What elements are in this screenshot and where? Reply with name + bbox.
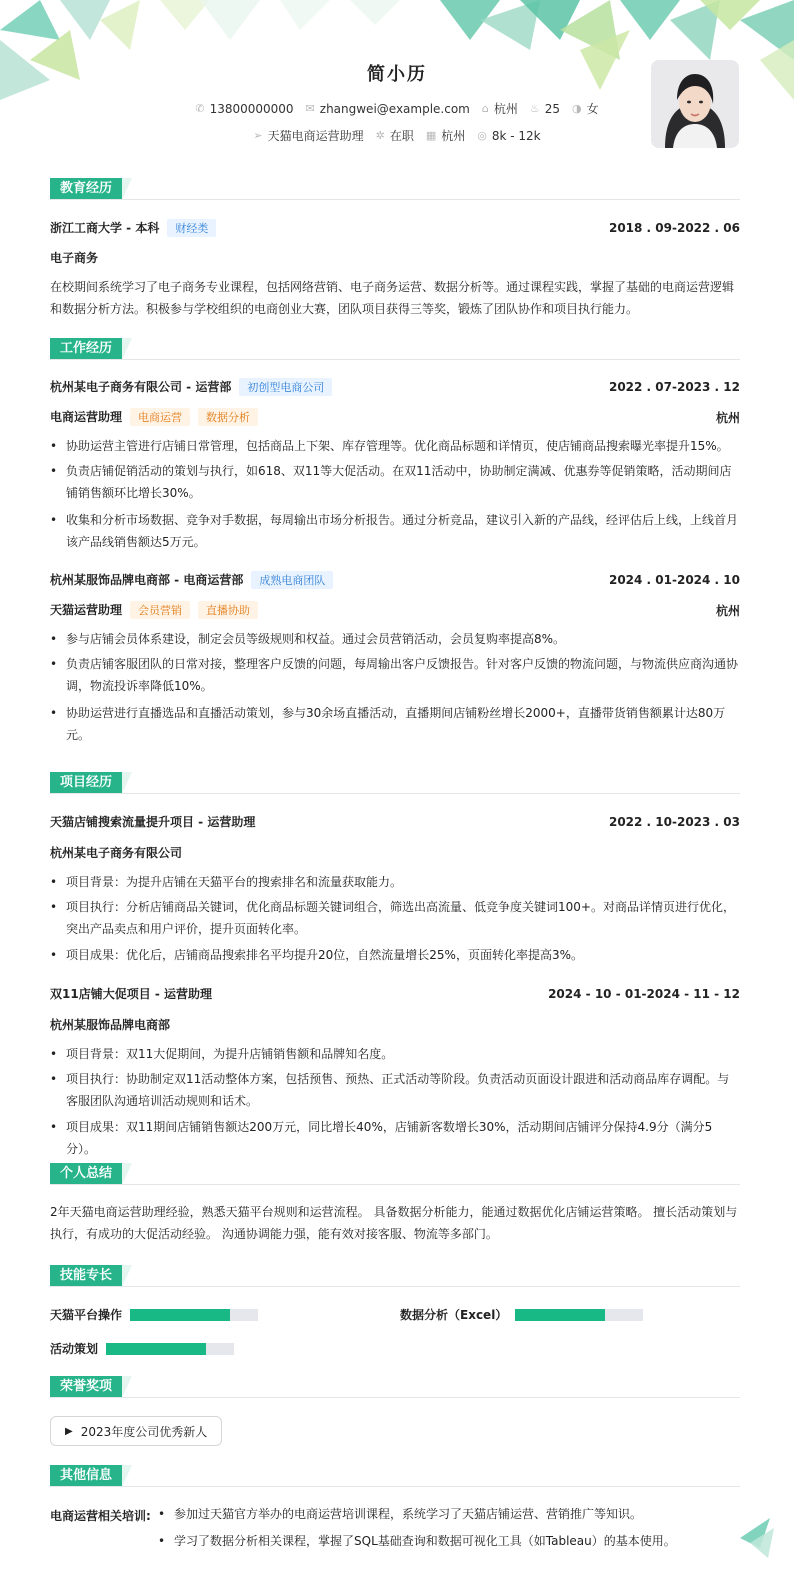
skill-name: 天猫平台操作 bbox=[50, 1308, 123, 1322]
other-bullet: • 参加过天猫官方举办的电商运营培训课程，系统学习了天猫店铺运营、营销推广等知识。 bbox=[158, 1503, 740, 1525]
award-label: 2023年度公司优秀新人 bbox=[80, 1424, 208, 1439]
work-role: 天猫运营助理 bbox=[50, 603, 123, 617]
city: 杭州 bbox=[493, 102, 518, 116]
corner-decoration bbox=[740, 1518, 774, 1558]
section-other bbox=[50, 1465, 740, 1487]
skill-bar bbox=[106, 1343, 234, 1355]
education-period: 2018 . 09-2022 . 06 bbox=[608, 221, 740, 235]
section-skills bbox=[50, 1265, 740, 1287]
work-role: 电商运营助理 bbox=[50, 410, 123, 424]
section-summary bbox=[50, 1163, 740, 1185]
project-bullet: • 项目执行：协助制定双11活动整体方案，包括预售、预热、正式活动等阶段。负责活动页面设计跟进和活动商品库存调配。与客服团队沟通培训活动规则和话术。 bbox=[50, 1068, 740, 1112]
role-tag: 直播协助 bbox=[198, 601, 258, 619]
building-icon: ▦ bbox=[425, 129, 437, 142]
project-period: 2022 . 10-2023 . 03 bbox=[608, 814, 740, 829]
education-tag: 财经类 bbox=[167, 219, 216, 237]
summary-text: 2年天猫电商运营助理经验，熟悉天猫平台规则和运营流程。 具备数据分析能力，能通过数据优化店铺运营策略。 擅长活动策划与执行，有成功的大促活动经验。 沟通协调能力强，能有效对接客服、物流等多部门。 bbox=[50, 1205, 738, 1241]
age: 25 bbox=[544, 101, 561, 116]
target-position-item bbox=[253, 127, 363, 144]
skill-bar bbox=[515, 1309, 643, 1321]
section-education bbox=[50, 178, 740, 200]
major: 电子商务 bbox=[50, 251, 99, 265]
other-label: 电商运营相关培训: bbox=[50, 1509, 151, 1523]
phone-icon: ✆ bbox=[195, 102, 205, 115]
status-item bbox=[376, 127, 414, 144]
work-city: 杭州 bbox=[715, 410, 740, 425]
section-title: 项目经历 bbox=[50, 772, 122, 794]
send-icon: ➢ bbox=[253, 129, 263, 142]
work-company: 杭州某电子商务有限公司 - 运营部 bbox=[50, 380, 232, 394]
section-title: 其他信息 bbox=[50, 1465, 122, 1487]
skill-item bbox=[400, 1306, 643, 1323]
work-bullet: • 协助运营进行直播选品和直播活动策划，参与30余场直播活动，直播期间店铺粉丝增长2000+，直播带货销售额累计达80万元。 bbox=[50, 702, 740, 746]
project-row bbox=[50, 985, 740, 1002]
work-period: 2022 . 07-2023 . 12 bbox=[608, 380, 740, 394]
education-row bbox=[50, 219, 740, 237]
gender: 女 bbox=[586, 102, 599, 116]
project-bullet: • 项目执行：分析店铺商品关键词，优化商品标题关键词组合，筛选出高流量、低竞争度关键词100+。对商品详情页进行优化，突出产品卖点和用户评价，提升页面转化率。 bbox=[50, 896, 740, 940]
role-tag: 数据分析 bbox=[198, 408, 258, 426]
gear-icon: ✲ bbox=[375, 129, 385, 142]
skill-item bbox=[50, 1306, 258, 1323]
skill-item bbox=[50, 1340, 234, 1357]
email-icon: ✉ bbox=[305, 102, 315, 115]
project-bullet: • 项目成果：双11期间店铺销售额达200万元，同比增长40%，店铺新客数增长30%，活动期间店铺评分保持4.9分（满分5分）。 bbox=[50, 1116, 740, 1160]
project-name: 天猫店铺搜索流量提升项目 - 运营助理 bbox=[50, 815, 256, 829]
work-bullet: • 参与店铺会员体系建设，制定会员等级规则和权益。通过会员营销活动，会员复购率提高8%。 bbox=[50, 628, 740, 650]
age-item bbox=[530, 102, 560, 116]
skill-name: 数据分析（Excel） bbox=[400, 1308, 508, 1322]
other-bullet: • 学习了数据分析相关课程，掌握了SQL基础查询和数据可视化工具（如Tableau）的基本使用。 bbox=[158, 1530, 740, 1552]
work-bullet: • 协助运营主管进行店铺日常管理，包括商品上下架、库存管理等。优化商品标题和详情页，使店铺商品搜索曝光率提升15%。 bbox=[50, 435, 740, 457]
project-bullet: • 项目背景：为提升店铺在天猫平台的搜索排名和流量获取能力。 bbox=[50, 871, 740, 893]
education-desc: 在校期间系统学习了电子商务专业课程，包括网络营销、电子商务运营、数据分析等。通过课程实践，掌握了基础的电商运营逻辑和数据分析方法。积极参与学校组织的电商创业大赛，团队项目获得三等奖，锻炼了团队协作和项目执行能力。 bbox=[50, 280, 735, 316]
work-company-row bbox=[50, 378, 740, 396]
avatar bbox=[651, 60, 739, 148]
target-position: 天猫电商运营助理 bbox=[267, 129, 364, 143]
caret-right-icon: ▶ bbox=[65, 1425, 73, 1437]
work-bullet: • 收集和分析市场数据、竞争对手数据，每周输出市场分析报告。通过分析竞品，建议引入新的产品线，经评估后上线，上线首月该产品线销售额达5万元。 bbox=[50, 509, 740, 553]
project-row bbox=[50, 813, 740, 830]
work-bullet: • 负责店铺客服团队的日常对接，整理客户反馈的问题，每周输出客户反馈报告。针对客户反馈的物流问题，与物流供应商沟通协调，物流投诉率降低10%。 bbox=[50, 653, 740, 697]
email: zhangwei@example.com bbox=[319, 101, 470, 116]
target-city: 杭州 bbox=[441, 129, 466, 143]
section-work bbox=[50, 338, 740, 360]
section-title: 荣誉奖项 bbox=[50, 1376, 122, 1398]
target-city-item bbox=[426, 127, 465, 144]
project-bullet: • 项目成果：优化后，店铺商品搜索排名平均提升20位，自然流量增长25%，页面转化率提高3%。 bbox=[50, 944, 740, 966]
phone: 13800000000 bbox=[209, 101, 294, 116]
work-bullet: • 负责店铺促销活动的策划与执行，如618、双11等大促活动。在双11活动中，协助制定满减、优惠券等促销策略，活动期间店铺销售额环比增长30%。 bbox=[50, 460, 740, 504]
section-title: 工作经历 bbox=[50, 338, 122, 360]
major-row bbox=[50, 249, 740, 266]
gender-icon: ◑ bbox=[572, 102, 582, 115]
skill-bar-fill bbox=[106, 1343, 206, 1355]
gender-item bbox=[572, 100, 599, 117]
skill-bar bbox=[130, 1309, 258, 1321]
project-period: 2024 - 10 - 01-2024 - 11 - 12 bbox=[548, 986, 740, 1001]
salary-item bbox=[477, 129, 540, 143]
section-title: 技能专长 bbox=[50, 1265, 122, 1287]
avatar-portrait-icon bbox=[651, 60, 739, 148]
school: 浙江工商大学 - 本科 bbox=[50, 221, 160, 235]
section-honors bbox=[50, 1376, 740, 1398]
role-tag: 电商运营 bbox=[130, 408, 190, 426]
email-item bbox=[306, 102, 470, 116]
work-period: 2024 . 01-2024 . 10 bbox=[608, 573, 740, 587]
section-title: 个人总结 bbox=[50, 1163, 122, 1185]
section-project bbox=[50, 772, 740, 794]
project-bullet: • 项目背景：双11大促期间，为提升店铺销售额和品牌知名度。 bbox=[50, 1043, 740, 1065]
work-city: 杭州 bbox=[715, 603, 740, 618]
work-company: 杭州某服饰品牌电商部 - 电商运营部 bbox=[50, 573, 244, 587]
candidate-name: 简小历 bbox=[367, 64, 427, 85]
project-name: 双11店铺大促项目 - 运营助理 bbox=[50, 987, 213, 1001]
project-company: 杭州某服饰品牌电商部 bbox=[50, 1018, 171, 1032]
project-company: 杭州某电子商务有限公司 bbox=[50, 846, 183, 860]
skill-name: 活动策划 bbox=[50, 1342, 99, 1356]
work-company-row bbox=[50, 571, 740, 589]
home-icon: ⌂ bbox=[481, 102, 489, 115]
skill-bar-fill bbox=[130, 1309, 230, 1321]
city-item bbox=[482, 100, 518, 117]
role-tag: 会员营销 bbox=[130, 601, 190, 619]
company-tag: 成熟电商团队 bbox=[251, 571, 333, 589]
work-role-row bbox=[50, 601, 740, 619]
award-item[interactable] bbox=[50, 1416, 222, 1446]
salary: 8k - 12k bbox=[491, 128, 541, 143]
work-role-row bbox=[50, 408, 740, 426]
phone-item bbox=[195, 102, 293, 116]
status: 在职 bbox=[389, 129, 414, 143]
project-company-row bbox=[50, 1016, 740, 1033]
company-tag: 初创型电商公司 bbox=[239, 378, 332, 396]
skill-bar-fill bbox=[515, 1309, 605, 1321]
project-company-row bbox=[50, 844, 740, 861]
cake-icon: ♨ bbox=[529, 102, 540, 115]
section-title: 教育经历 bbox=[50, 178, 122, 200]
coin-icon: ◎ bbox=[477, 129, 487, 142]
